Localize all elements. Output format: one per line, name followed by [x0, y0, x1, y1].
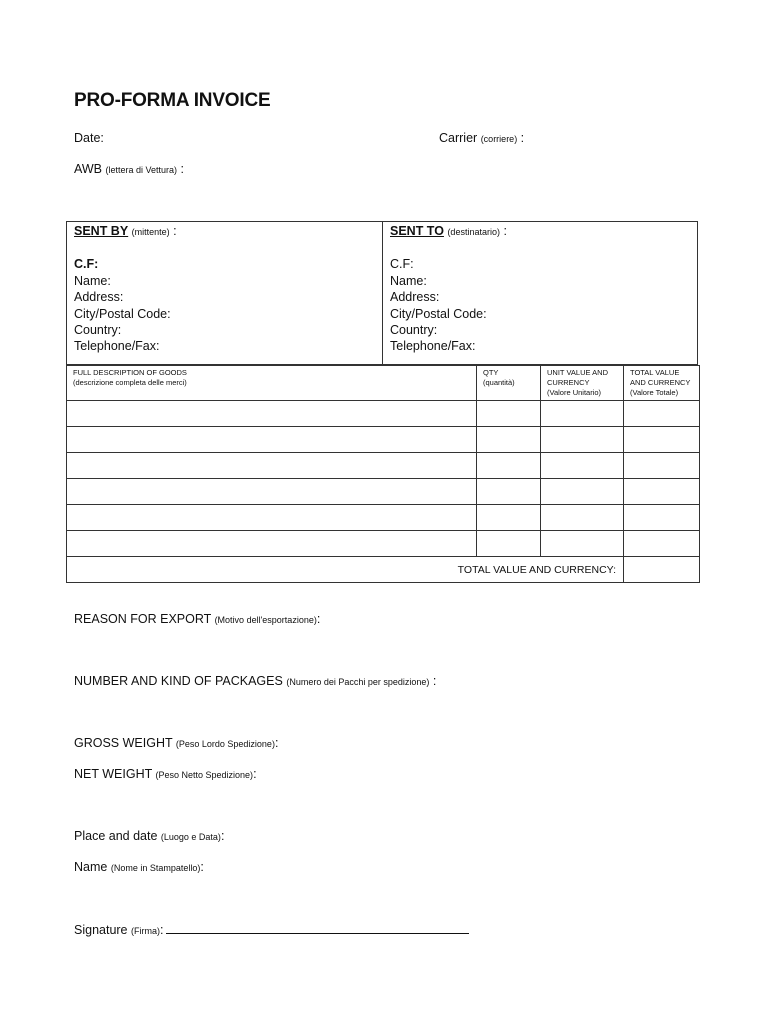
- goods-total-row: [67, 557, 700, 583]
- page-title: PRO-FORMA INVOICE: [74, 90, 271, 111]
- name-field: Name (Nome in Stampatello):: [74, 860, 204, 874]
- carrier-label: Carrier: [439, 131, 478, 145]
- sent-to-cf: C.F:: [390, 257, 414, 272]
- sent-to-city: City/Postal Code:: [390, 306, 487, 321]
- goods-cell[interactable]: [67, 401, 477, 427]
- awb-colon: :: [177, 162, 184, 176]
- col-description-header: FULL DESCRIPTION OF GOODS (descrizione completa delle merci): [67, 366, 477, 401]
- sent-by-section: [74, 223, 177, 355]
- goods-cell[interactable]: [67, 427, 477, 453]
- total-value-cell[interactable]: [624, 557, 700, 583]
- sent-to-country: Country:: [390, 323, 438, 338]
- goods-cell[interactable]: [477, 531, 541, 557]
- goods-cell[interactable]: [624, 401, 700, 427]
- goods-cell[interactable]: [624, 505, 700, 531]
- sent-to-name: Name:: [390, 273, 427, 288]
- goods-header-row: [67, 366, 700, 401]
- sent-by-heading: [74, 223, 177, 240]
- awb-label: AWB: [74, 162, 103, 176]
- goods-cell[interactable]: [477, 505, 541, 531]
- goods-cell[interactable]: [67, 453, 477, 479]
- goods-cell[interactable]: [477, 427, 541, 453]
- goods-cell[interactable]: [624, 427, 700, 453]
- sent-by-cf: C.F:: [74, 257, 99, 272]
- goods-row: [67, 531, 700, 557]
- sent-by-colon: :: [169, 224, 177, 238]
- goods-cell[interactable]: [541, 453, 624, 479]
- carrier-field: [439, 131, 524, 145]
- goods-cell[interactable]: [67, 479, 477, 505]
- goods-cell[interactable]: [67, 531, 477, 557]
- goods-row: [67, 427, 700, 453]
- gross-weight-field: GROSS WEIGHT (Peso Lordo Spedizione):: [74, 736, 279, 750]
- goods-cell[interactable]: [541, 531, 624, 557]
- goods-cell[interactable]: [477, 453, 541, 479]
- sent-by-telephone: Telephone/Fax:: [74, 339, 160, 354]
- parties-divider: [382, 221, 383, 365]
- goods-cell[interactable]: [624, 453, 700, 479]
- awb-field: [74, 162, 184, 176]
- goods-cell[interactable]: [541, 401, 624, 427]
- sent-by-sub: (mittente): [131, 227, 170, 237]
- net-weight-field: NET WEIGHT (Peso Netto Spedizione):: [74, 767, 257, 781]
- sent-to-heading: [390, 223, 507, 240]
- goods-row: [67, 479, 700, 505]
- carrier-colon: :: [517, 131, 525, 145]
- goods-cell[interactable]: [477, 401, 541, 427]
- col-unit-value-header: UNIT VALUE AND CURRENCY (Valore Unitario): [541, 366, 624, 401]
- goods-row: [67, 401, 700, 427]
- sent-to-sub: (destinatario): [447, 227, 500, 237]
- sent-by-city: City/Postal Code:: [74, 306, 171, 321]
- goods-row: [67, 505, 700, 531]
- awb-sub: (lettera di Vettura): [105, 165, 178, 175]
- sent-to-telephone: Telephone/Fax:: [390, 339, 476, 354]
- sent-to-section: [390, 223, 507, 355]
- goods-cell[interactable]: [624, 479, 700, 505]
- goods-cell[interactable]: [541, 479, 624, 505]
- signature-line[interactable]: [166, 922, 469, 934]
- goods-cell[interactable]: [541, 427, 624, 453]
- sent-by-country: Country:: [74, 323, 122, 338]
- sent-by-title: SENT BY: [74, 224, 129, 238]
- col-total-value-header: TOTAL VALUE AND CURRENCY (Valore Totale): [624, 366, 700, 401]
- goods-cell[interactable]: [67, 505, 477, 531]
- sent-by-name: Name:: [74, 273, 111, 288]
- carrier-sub: (corriere): [480, 134, 518, 144]
- col-qty-header: QTY (quantità): [477, 366, 541, 401]
- sent-to-colon: :: [499, 224, 507, 238]
- goods-cell[interactable]: [541, 505, 624, 531]
- packages-field: NUMBER AND KIND OF PACKAGES (Numero dei Pacchi per spedizione) :: [74, 674, 437, 688]
- date-label: Date:: [74, 131, 104, 145]
- reason-for-export-field: REASON FOR EXPORT (Motivo dell'esportazione):: [74, 612, 321, 626]
- place-date-field: Place and date (Luogo e Data):: [74, 829, 225, 843]
- total-value-label: TOTAL VALUE AND CURRENCY:: [67, 557, 624, 583]
- sent-by-address: Address:: [74, 290, 124, 305]
- goods-row: [67, 453, 700, 479]
- signature-field: Signature (Firma):: [74, 922, 469, 937]
- sent-to-title: SENT TO: [390, 224, 444, 238]
- goods-cell[interactable]: [477, 479, 541, 505]
- goods-cell[interactable]: [624, 531, 700, 557]
- goods-table: [66, 365, 700, 583]
- sent-to-address: Address:: [390, 290, 440, 305]
